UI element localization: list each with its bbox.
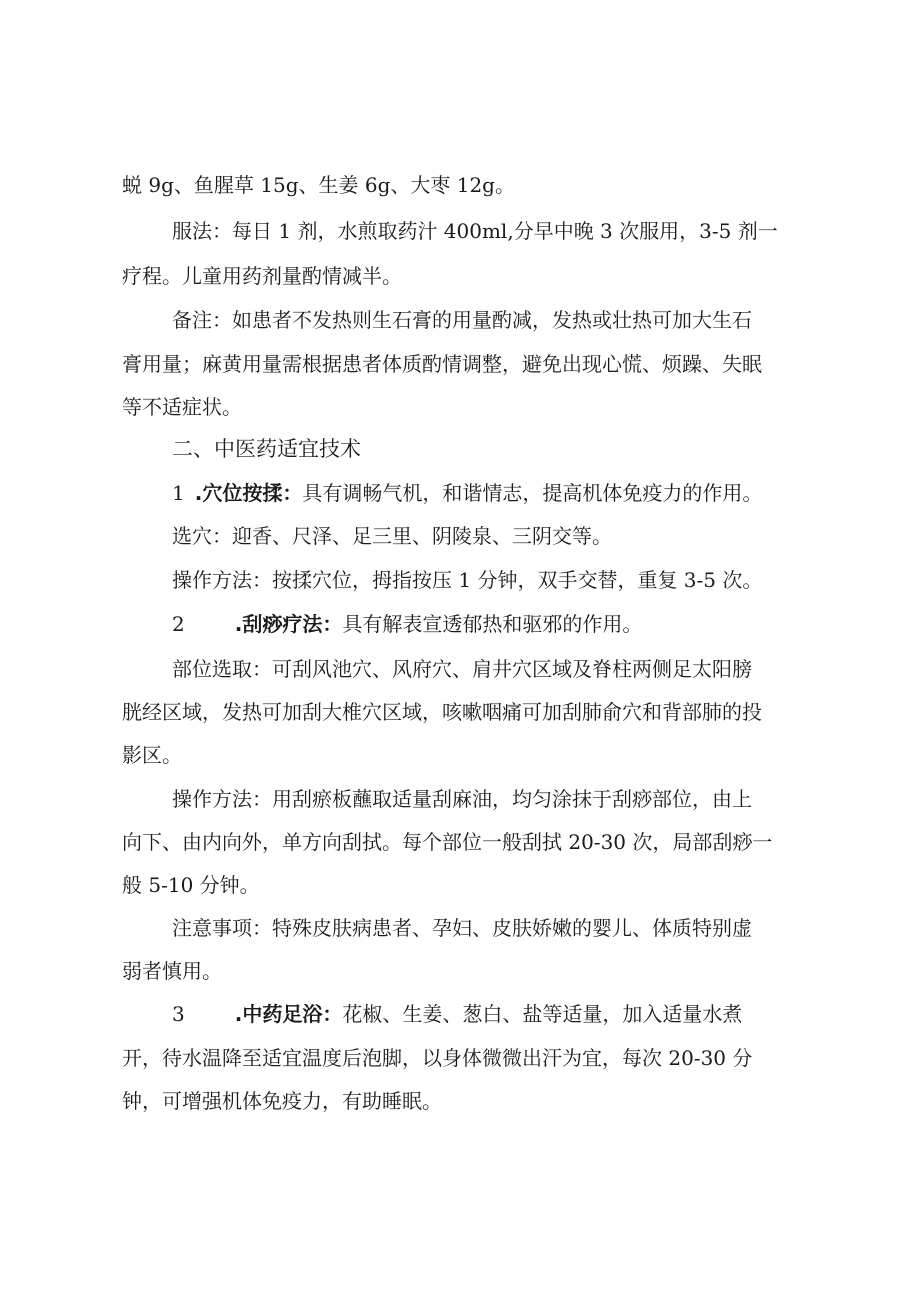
subsection-label: .穴位按揉： <box>194 481 303 505</box>
text-line: 选穴：迎香、尺泽、足三里、阴陵泉、三阴交等。 <box>172 524 612 548</box>
text-line: 操作方法：用刮瘀板蘸取适量刮麻油，均匀涂抹于刮痧部位，由上 <box>172 787 752 811</box>
subsection-label: .刮痧疗法： <box>234 612 343 636</box>
subsection-text: 具有解表宣透郁热和驱邪的作用。 <box>342 612 643 636</box>
subsection-line <box>172 610 642 638</box>
subsection-text: 具有调畅气机，和谐情志，提高机体免疫力的作用。 <box>302 481 763 505</box>
text-line: 部位选取：可刮风池穴、风府穴、肩井穴区域及脊柱两侧足太阳膀 <box>172 657 752 681</box>
text-line: 钟，可增强机体免疫力，有助睡眠。 <box>122 1089 442 1113</box>
subsection-text: 花椒、生姜、葱白、盐等适量，加入适量水煮 <box>342 1002 743 1026</box>
text-line: 备注：如患者不发热则生石膏的用量酌减，发热或壮热可加大生石 <box>172 308 752 332</box>
text-line: 疗程。儿童用药剂量酌情减半。 <box>122 264 402 288</box>
text-line: 注意事项：特殊皮肤病患者、孕妇、皮肤娇嫩的婴儿、体质特别虚 <box>172 916 752 940</box>
subsection-line <box>172 1000 742 1028</box>
text-line: 膏用量；麻黄用量需根据患者体质酌情调整，避免出现心慌、烦躁、失眠 <box>122 352 762 376</box>
text-line: 般 5-10 分钟。 <box>122 873 260 897</box>
subsection-label: .中药足浴： <box>234 1002 343 1026</box>
text-line: 弱者慎用。 <box>122 959 222 983</box>
text-line: 向下、由内向外，单方向刮拭。每个部位一般刮拭 20-30 次，局部刮痧一 <box>122 830 773 854</box>
section-heading: 二、中医药适宜技术 <box>172 437 361 461</box>
text-line: 胱经区域，发热可加刮大椎穴区域，咳嗽咽痛可加刮肺俞穴和背部肺的投 <box>122 700 762 724</box>
text-line: 蜕 9g、鱼腥草 15g、生姜 6g、大枣 12g。 <box>122 173 515 197</box>
text-line: 服法：每日 1 剂，水煎取药汁 400ml,分早中晚 3 次服用，3-5 剂一 <box>172 219 778 243</box>
subsection-number: 2 <box>172 612 185 636</box>
text-line: 影区。 <box>122 743 182 767</box>
text-line: 操作方法：按揉穴位，拇指按压 1 分钟，双手交替，重复 3-5 次。 <box>172 568 763 592</box>
subsection-line <box>172 479 762 507</box>
subsection-number: 3 <box>172 1002 185 1026</box>
subsection-number: 1 <box>172 481 185 505</box>
text-line: 开，待水温降至适宜温度后泡脚，以身体微微出汗为宜，每次 20-30 分 <box>122 1046 753 1070</box>
text-line: 等不适症状。 <box>122 395 242 419</box>
